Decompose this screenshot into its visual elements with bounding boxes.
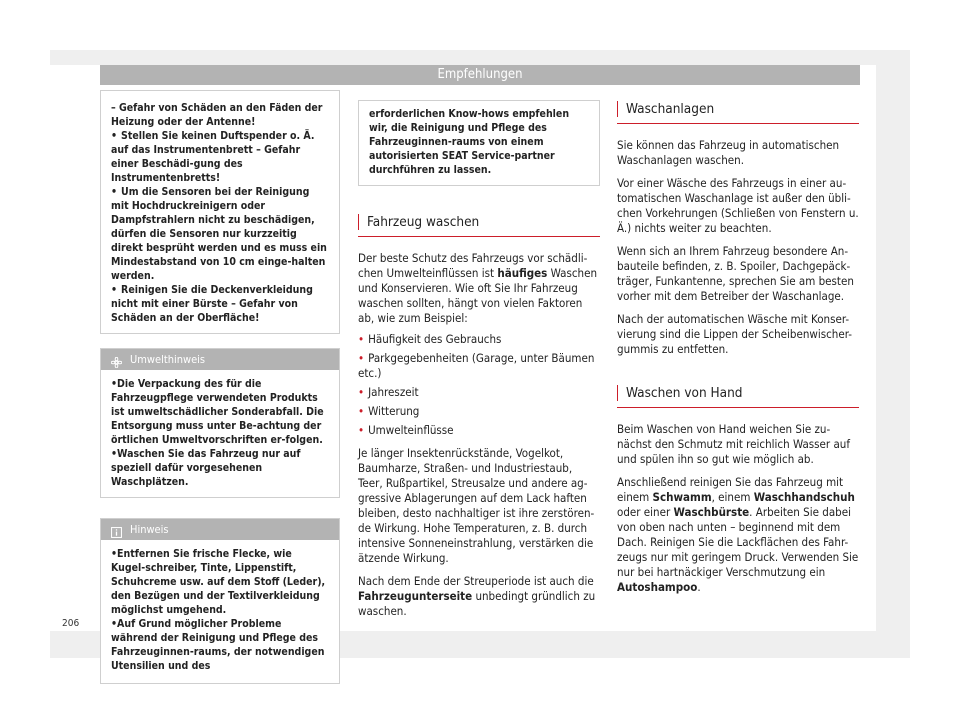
bullet-icon: • <box>111 284 118 296</box>
warning-bullet: • Reinigen Sie die Deckenverkleidung nicht mit einer Bürste – Gefahr von Schäden an der Oberfläche! <box>111 284 313 324</box>
paragraph: Wenn sich an Ihrem Fahrzeug besondere An-bauteile befinden, z. B. Spoiler, Dachgepäck-träger, Funkantenne, sprechen Sie am besten vorher mit dem Betreiber der Waschanlage. <box>617 244 854 303</box>
section-heading-waschanlagen: Waschanlagen <box>617 101 859 124</box>
page-number: 206 <box>62 618 80 629</box>
bullet-icon: • <box>111 378 118 390</box>
warning-bullet: • Stellen Sie keinen Duftspender o. Ä. auf das Instrumentenbrett – Gefahr einer Beschädi-gung des Instrumentenbretts! <box>111 130 315 184</box>
leaf-icon <box>111 354 122 365</box>
section-heading-fahrzeug-waschen: Fahrzeug waschen <box>358 214 600 237</box>
note-bullet: •Entfernen Sie frische Flecke, wie Kugel-schreiber, Tinte, Lippenstift, Schuhcreme usw. auf dem Stoff (Leder), den Bezügen und der Textilverkleidung möglichst umgehend. <box>111 548 326 616</box>
hint-note-header <box>101 519 339 540</box>
note-bullet: •Die Verpackung des für die Fahrzeugpflege verwendeten Produkts ist umweltschädlicher Sonderabfall. Die Entsorgung muss unter Be-achtung der örtlichen Umweltvorschriften er-folgen. <box>111 378 324 446</box>
bullet-icon: • <box>358 385 365 399</box>
warning-line: – Gefahr von Schäden an den Fäden der Heizung oder der Antenne! <box>111 102 323 128</box>
info-icon <box>111 524 122 535</box>
note-bullet: •Waschen Sie das Fahrzeug nur auf speziell dafür vorgesehenen Waschplätzen. <box>111 448 301 488</box>
bullet-icon: • <box>111 448 118 460</box>
environment-note-header <box>101 349 339 370</box>
bullet-icon: • <box>111 618 118 630</box>
bullet-icon: • <box>111 186 118 198</box>
paragraph: Vor einer Wäsche des Fahrzeugs in einer au-tomatischen Waschanlage ist außer den übli-chen Vorkehrungen (Schließen von Fenstern u. Ä.) nichts weiter zu beachten. <box>617 176 859 235</box>
column-right <box>617 101 859 595</box>
paragraph: Beim Waschen von Hand weichen Sie zu-nächst den Schmutz mit reichlich Wasser auf und spülen ihn so gut wie möglich ab. <box>617 422 850 466</box>
bullet-icon: • <box>358 423 365 437</box>
section-header: Empfehlungen <box>100 65 860 85</box>
section-heading-waschen-von-hand: Waschen von Hand <box>617 385 859 408</box>
hint-note-body <box>101 540 339 683</box>
paragraph: Je länger Insektenrückstände, Vogelkot, Baumharze, Straßen- und Industriestaub, Teer, Rußpartikel, Streusalze und andere ag-gressive Ablagerungen auf dem Lack haften bleiben, desto nachhaltiger ist ihre zerstören-de Wirkung. Hohe Temperaturen, z. B. durch intensive Sonneneinstrahlung, verstärken die ätzende Wirkung. <box>358 446 595 565</box>
bullet-icon: • <box>358 404 365 418</box>
list-item: • Häufigkeit des Gebrauchs <box>358 332 502 346</box>
list-item: • Witterung <box>358 404 420 418</box>
column-middle <box>358 100 600 619</box>
intro-paragraph: Der beste Schutz des Fahrzeugs vor schädli-chen Umwelteinflüssen ist häufiges Waschen und Konservieren. Wie oft Sie Ihr Fahrzeug waschen sollten, hängt von vielen Faktoren ab, wie zum Beispiel: <box>358 251 598 325</box>
environment-note-body <box>101 370 339 497</box>
paragraph: Anschließend reinigen Sie das Fahrzeug mit einem Schwamm, einem Waschhandschuh oder einer Waschbürste. Arbeiten Sie dabei von oben nach unten – beginnend mit dem Dach. Reinigen Sie die Lackflächen des Fahr-zeugs nur mit geringem Druck. Verwenden Sie nur bei hartnäckiger Verschmutzung ein Autoshampoo. <box>617 475 859 594</box>
list-item: • Parkgegebenheiten (Garage, unter Bäumen etc.) <box>358 351 595 380</box>
bullet-icon: • <box>358 332 365 346</box>
hint-note <box>100 518 340 684</box>
factor-list <box>358 332 600 438</box>
bullet-icon: • <box>111 548 118 560</box>
paragraph: Sie können das Fahrzeug in automatischen Waschanlagen waschen. <box>617 138 840 167</box>
continued-text: erforderlichen Know-hows empfehlen wir, die Reinigung und Pflege des Fahrzeuginnen-raums von einem autorisierten SEAT Service-partner durchführen zu lassen. <box>369 108 570 176</box>
warning-box <box>100 90 340 334</box>
note-bullet: •Auf Grund möglicher Probleme während der Reinigung und Pflege des Fahrzeuginnen-raums, der notwendigen Utensilien und des <box>111 618 325 672</box>
column-left <box>100 90 340 684</box>
list-item: • Jahreszeit <box>358 385 419 399</box>
hint-note-title: Hinweis <box>130 523 169 536</box>
continued-box <box>358 100 600 186</box>
environment-note-title: Umwelthinweis <box>130 353 206 366</box>
bullet-icon: • <box>358 351 365 365</box>
bullet-icon: • <box>111 130 118 142</box>
warning-bullet: • Um die Sensoren bei der Reinigung mit Hochdruckreinigern oder Dampfstrahlern nicht zu beschädigen, dürfen die Sensoren nur kurzzeitig direkt besprüht werden und es muss ein Mindestabstand von 10 cm einge-halten werden. <box>111 186 327 282</box>
paragraph: Nach dem Ende der Streuperiode ist auch die Fahrzeugunterseite unbedingt gründlich zu waschen. <box>358 574 596 618</box>
environment-note <box>100 348 340 498</box>
list-item: • Umwelteinflüsse <box>358 423 454 437</box>
paragraph: Nach der automatischen Wäsche mit Konser-vierung sind die Lippen der Scheibenwischer-gummis zu entfetten. <box>617 312 852 356</box>
